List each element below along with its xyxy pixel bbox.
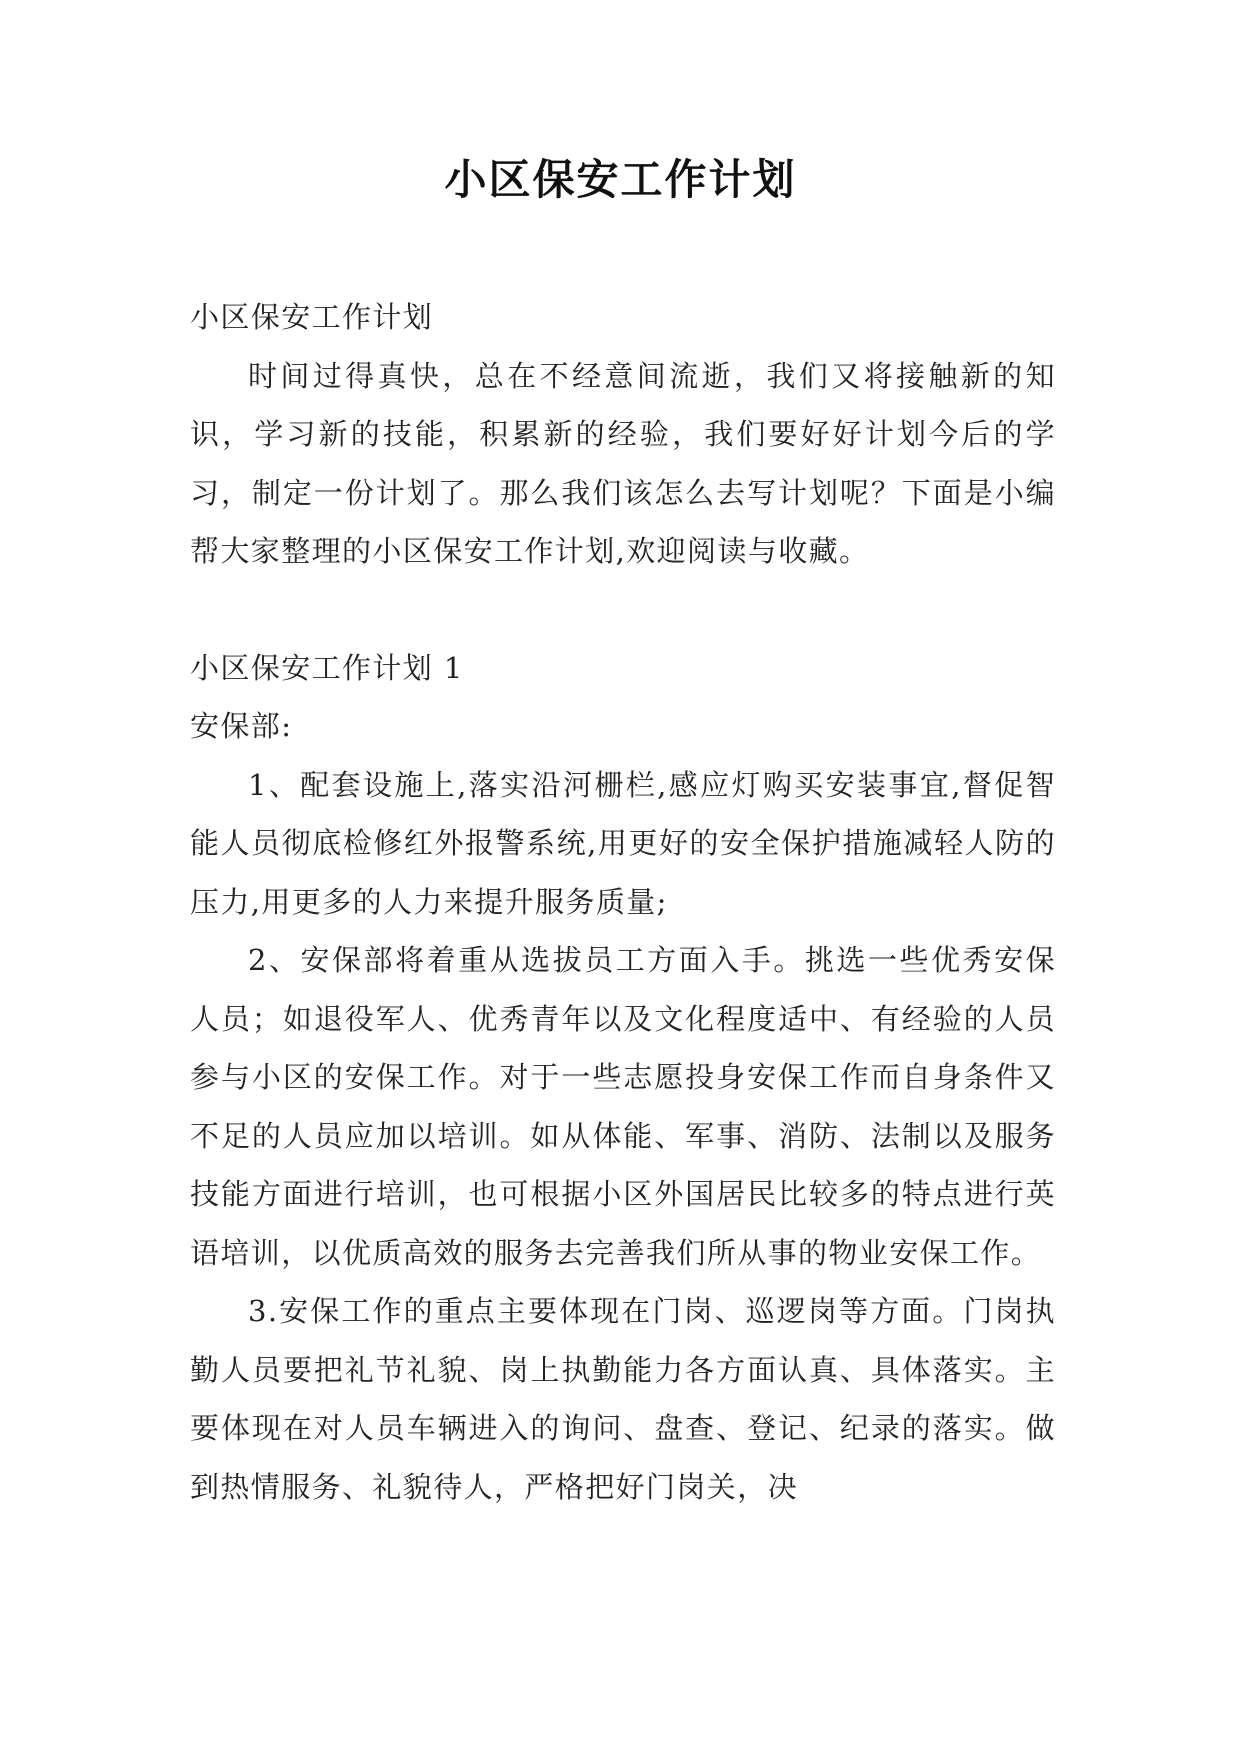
document-subtitle: 小区保安工作计划: [190, 300, 434, 334]
list-item: 3.安保工作的重点主要体现在门岗、巡逻岗等方面。门岗执勤人员要把礼节礼貌、岗上执勤能力各方面认真、具体落实。主要体现在对人员车辆进入的询问、盘查、登记、纪录的落实。做到热情服务、礼貌待人，严格把好门岗关，决: [190, 1294, 1056, 1504]
section-heading: 小区保安工作计划 1: [190, 650, 464, 685]
document-title: 小区保安工作计划: [444, 155, 797, 204]
list-item: 2、安保部将着重从选拔员工方面入手。挑选一些优秀安保人员；如退役军人、优秀青年以及文化程度适中、有经验的人员参与小区的安保工作。对于一些志愿投身安保工作而自身条件又不足的人员应加以培训。如从体能、军事、消防、法制以及服务技能方面进行培训，也可根据小区外国居民比较多的特点进行英语培训，以优质高效的服务去完善我们所从事的物业安保工作。: [190, 943, 1056, 1270]
department-label: 安保部:: [190, 709, 293, 743]
paragraph-spacer: [190, 581, 1056, 639]
document-body: [190, 288, 1056, 1516]
intro-paragraph: 时间过得真快，总在不经意间流逝，我们又将接触新的知识，学习新的技能，积累新的经验，我们要好好计划今后的学习，制定一份计划了。那么我们该怎么去写计划呢？下面是小编帮大家整理的小区保安工作计划,欢迎阅读与收藏。: [190, 358, 1056, 568]
list-item: 1、配套设施上,落实沿河栅栏,感应灯购买安装事宜,督促智能人员彻底检修红外报警系统,用更好的安全保护措施减轻人防的压力,用更多的人力来提升服务质量;: [190, 767, 1056, 919]
